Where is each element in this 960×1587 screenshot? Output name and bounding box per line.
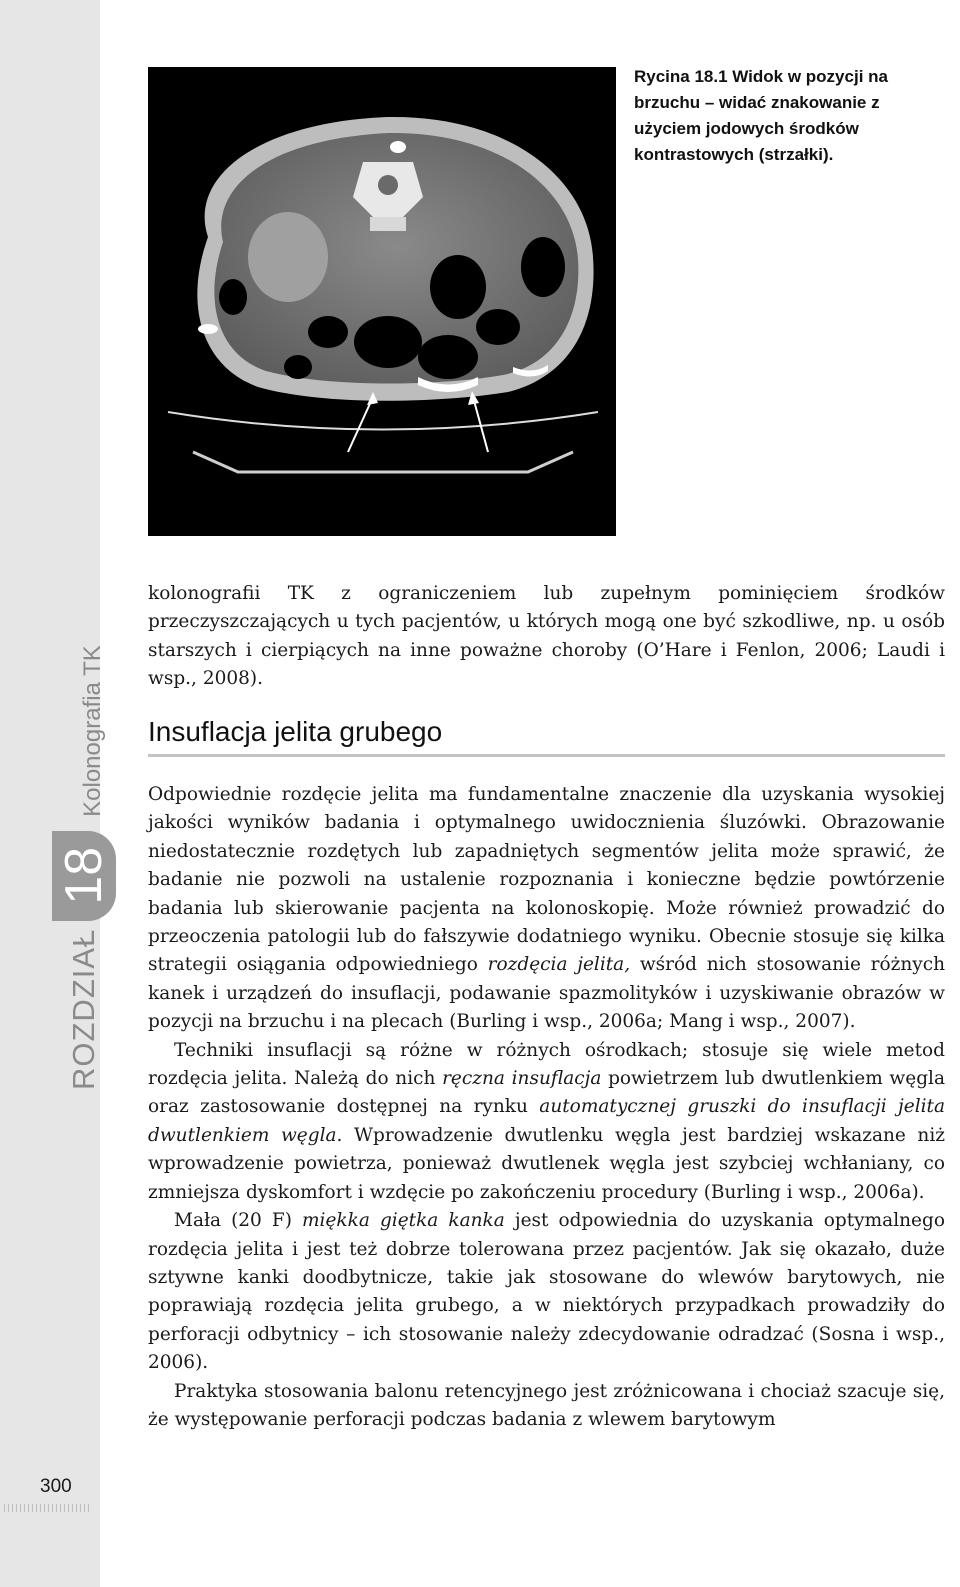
paragraph-2 xyxy=(148,1037,945,1207)
paragraph-1 xyxy=(148,781,945,1037)
chapter-tab xyxy=(52,645,116,1090)
section-body xyxy=(148,781,945,1434)
p1-text-b: wśród nich stosowanie różnych kanek i urządzeń do insuflacji, podawanie spazmolityków i uzyskiwanie obrazów w pozycji na brzuchu i na plecach (Burling i wsp., 2006a; Mang i wsp., 2007). xyxy=(148,954,946,1033)
chapter-title: Kolonografia TK xyxy=(79,645,106,817)
p1-emphasis: rozdęcia jelita, xyxy=(487,954,631,976)
ct-scan-image xyxy=(148,67,616,536)
p2-emphasis-1: ręczna insuflacja xyxy=(442,1068,602,1090)
paragraph-3 xyxy=(148,1207,945,1377)
page-edge-ticks xyxy=(4,1504,90,1512)
lead-paragraph xyxy=(148,580,945,694)
p1-text-a: Odpowiednie rozdęcie jelita ma fundamentalne znaczenie dla uzyskania wysokiej jakości wyników badania i optymalnego uwidocznienia śluzówki. Obrazowanie niedostatecznie rozdętych lub zapadniętych segmentów jelita może sprawić, że badanie nie pozwoli na ustalenie rozpoznania i konieczne będzie powtórzenie badania lub skierowanie pacjenta na kolonoskopię. Może również prowadzić do przeoczenia patologii lub do fałszywie dodatniego wyniku. Obecnie stosuje się kilka strategii osiągania odpowiedniego xyxy=(148,784,945,976)
chapter-label: ROZDZIAŁ xyxy=(66,928,101,1090)
p2-text-a: Techniki insuflacji są różne w różnych ośrodkach; stosuje się wiele metod rozdęcia jelita. Należą do nich xyxy=(148,1039,945,1090)
section-heading: Insuflacja jelita grubego xyxy=(148,716,945,757)
p2-text-b: powietrzem lub dwutlenkiem węgla oraz zastosowanie dostępnej na rynku xyxy=(148,1068,946,1118)
p2-emphasis-2: automatycznej gruszki do insuflacji jelita dwutlenkiem węgla. xyxy=(148,1096,945,1146)
chapter-number: 18 xyxy=(52,831,116,921)
p3-emphasis: miękka giętka kanka xyxy=(302,1210,505,1232)
lead-paragraph-text: kolonografii TK z ograniczeniem lub zupełnym pominięciem środków przeczyszczających u tych pacjentów, u których mogą one być szkodliwe, np. u osób starszych i cierpiących na inne poważne choroby (O’Hare i Fenlon, 2006; Laudi i wsp., 2008). xyxy=(148,583,945,690)
p3-text-b: jest odpowiednia do uzyskania optymalnego rozdęcia jelita i jest też dobrze tolerowana przez pacjentów. Jak się okazało, duże sztywne kanki doodbytnicze, takie jak stosowane do wlewów barytowych, nie poprawiają rozdęcia jelita grubego, a w niektórych przypadkach prowadziły do perforacji odbytnicy – ich stosowanie należy zdecydowanie odradzać (Sosna i wsp., 2006). xyxy=(148,1210,945,1374)
p2-text-c: Wprowadzenie dwutlenku węgla jest bardziej wskazane niż wprowadzenie powietrza, ponieważ dwutlenek węgla jest szybciej wchłaniany, co zmniejsza dyskomfort i wzdęcie po zakończeniu procedury (Burling i wsp., 2006a). xyxy=(148,1124,945,1203)
page-number: 300 xyxy=(40,1476,72,1497)
p3-text-a: Mała (20 F) xyxy=(174,1210,303,1232)
figure-caption: Rycina 18.1 Widok w pozycji na brzuchu – widać znakowanie z użyciem jodowych środków kontrastowych (strzałki). xyxy=(634,67,888,164)
paragraph-4: Praktyka stosowania balonu retencyjnego jest zróżnicowana i chociaż szacuje się, że występowanie perforacji podczas badania z wlewem barytowym xyxy=(148,1380,945,1430)
